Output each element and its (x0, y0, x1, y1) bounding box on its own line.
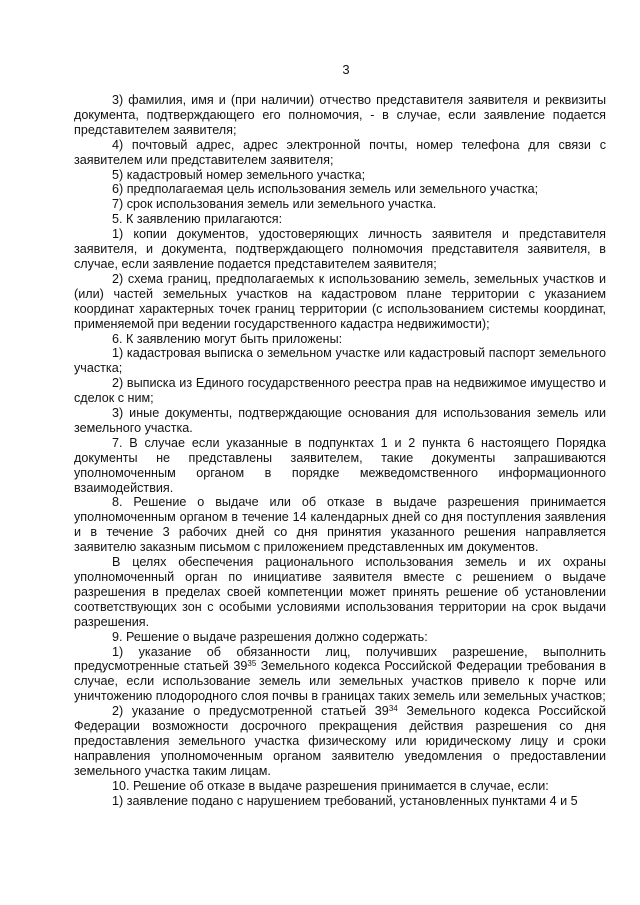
section-6-heading: 6. К заявлению могут быть приложены: (112, 331, 343, 346)
section-8: 8. Решение о выдаче или об отказе в выдаче разрешения принимается уполномоченным органом в течение 14 календарных дней со дня поступления заявления и в течение 3 рабочих дней со дня принятия указанного решения направляется заявителю заказным письмом с приложением представленных им документов. (74, 495, 606, 555)
section-10-item-1: 1) заявление подано с нарушением требований, установленных пунктами 4 и 5 (112, 793, 578, 808)
section-9-item-1-superscript: 35 (247, 659, 257, 669)
paragraph-4-contact-details: 4) почтовый адрес, адрес электронной почты, номер телефона для связи с заявителем или представителем заявителя; (74, 137, 606, 167)
paragraph-5-cadastral-number: 5) кадастровый номер земельного участка; (112, 167, 366, 182)
page-number: 3 (342, 62, 350, 77)
section-6-item-1: 1) кадастровая выписка о земельном участке или кадастровый паспорт земельного участка; (74, 346, 606, 376)
section-5-item-1: 1) копии документов, удостоверяющих личность заявителя и представителя заявителя, и документа, подтверждающего полномочия представителя заявителя, в случае, если заявление подается представителем заявителя; (74, 227, 606, 271)
section-9-item-1 (74, 645, 606, 705)
section-9-heading: 9. Решение о выдаче разрешения должно содержать: (112, 629, 428, 644)
paragraph-7-term: 7) срок использования земель или земельного участка. (112, 197, 437, 212)
section-6-item-2: 2) выписка из Единого государственного реестра прав на недвижимое имущество и сделок с ним; (74, 376, 606, 406)
section-9-item-2-superscript: 34 (388, 704, 398, 714)
section-9-item-1-text-after: Земельного кодекса Российской Федерации требования в случае, если использование земель или земельных участков привело к порче или уничтожению плодородного слоя почвы в границах таких земель или земельных участков; (74, 659, 606, 704)
paragraph-6-purpose: 6) предполагаемая цель использования земель или земельного участка; (112, 182, 539, 197)
section-7: 7. В случае если указанные в подпунктах 1 и 2 пункта 6 настоящего Порядка документы не представлены заявителем, такие документы запрашиваются уполномоченным органом в порядке межведомственного информационного взаимодействия. (74, 435, 606, 495)
section-9-item-2 (74, 704, 606, 779)
section-6-item-3: 3) иные документы, подтверждающие основания для использования земель или земельного участка. (74, 406, 606, 435)
section-5-item-2: 2) схема границ, предполагаемых к использованию земель, земельных участков и (или) частей земельных участков на кадастровом плане территории с указанием координат характерных точек границ территории (с использованием системы координат, применяемой при ведении государственного кадастра недвижимости); (74, 271, 606, 331)
section-9-item-2-text-before: 2) указание о предусмотренной статьей 39 (112, 704, 389, 719)
section-5-heading: 5. К заявлению прилагаются: (112, 212, 283, 227)
section-8-zones: В целях обеспечения рационального использования земель и их охраны уполномоченный орган по инициативе заявителя вместе с решением о выдаче разрешения в пределах своей компетенции может принять решение об установлении соответствующих зон с особыми условиями использования территории на срок выдачи разрешения. (74, 555, 606, 629)
paragraph-3-representative-name: 3) фамилия, имя и (при наличии) отчество представителя заявителя и реквизиты документа, подтверждающего его полномочия, - в случае, если заявление подается представителем заявителя; (74, 93, 606, 137)
section-10-heading: 10. Решение об отказе в выдаче разрешения принимается в случае, если: (112, 778, 549, 793)
section-9-item-1-text-before: 1) указание об обязанности лиц, получивших разрешение, выполнить предусмотренные статьей 39 (74, 644, 606, 674)
section-9-item-2-text-after: Земельного кодекса Российской Федерации возможности досрочного прекращения действия разрешения со дня предоставления земельного участка физическому или юридическому лицу и сроки направления уполномоченным органом заявителю уведомления о предоставлении земельного участка таким лицам. (74, 704, 606, 778)
